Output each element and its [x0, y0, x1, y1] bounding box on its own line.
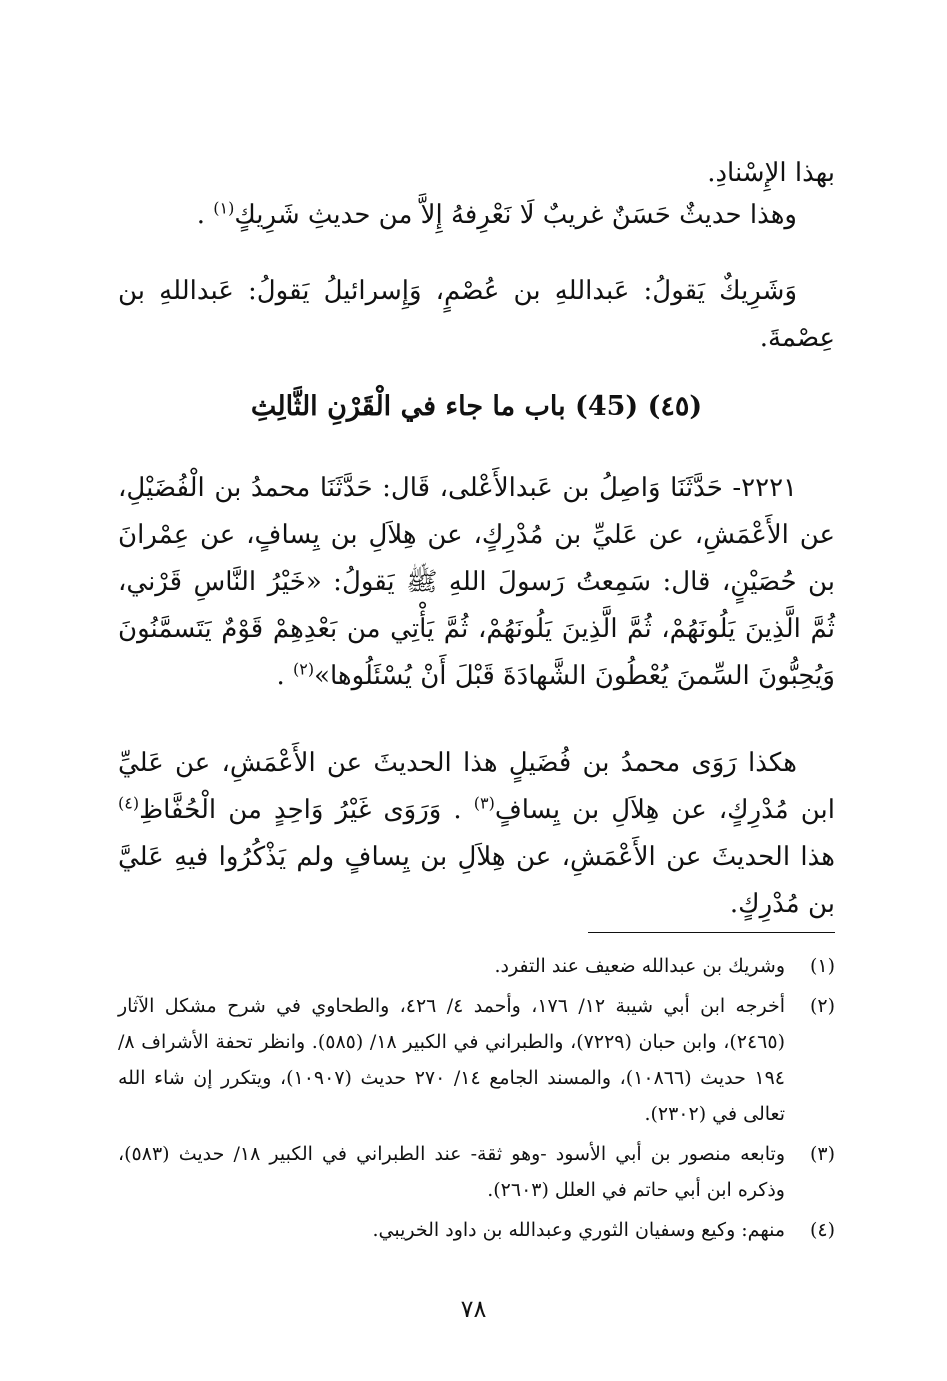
commentary-text-1: هكذا رَوَى محمدُ بن فُضَيلٍ هذا الحديثَ عن الأَعْمَشِ، عن عَليِّ ابن مُدْرِكٍ، عن هِلاَلِ بن يِسافٍ — [118, 748, 835, 825]
hasan-end: . — [196, 200, 214, 230]
footnote-ref-3[interactable]: (٣) — [473, 793, 495, 813]
sharik-text: وَشَرِيكٌ يَقولُ: عَبداللهِ بن عُصْمٍ، وَإِسرائيلُ يَقولُ: عَبداللهِ بن عِصْمةَ. — [118, 276, 835, 353]
commentary-text-3: هذا الحديثَ عن الأَعْمَشِ، عن هِلاَلِ بن يِسافٍ ولم يَذْكُرُوا فيهِ عَليَّ بن مُدْرِكٍ. — [118, 842, 835, 919]
hadith-end: . — [276, 661, 293, 691]
chapter-heading: (٤٥) (45) باب ما جاء في الْقَرْنِ الثَّالِثِ — [250, 391, 703, 422]
footnote-item — [118, 1136, 835, 1208]
hasan-gharib-line — [118, 192, 835, 239]
footnote-item — [118, 948, 835, 984]
footnote-item — [118, 988, 835, 1132]
footnotes-section — [118, 948, 835, 1252]
sharik-paragraph — [118, 268, 835, 362]
footnote-ref-4[interactable]: (٤) — [118, 793, 140, 813]
isnad-text: بهذا الإِسْنادِ. — [707, 158, 835, 188]
footnote-text: وتابعه منصور بن أبي الأسود -وهو ثقة- عند الطبراني في الكبير ١٨/ حديث (٥٨٣)، وذكره ابن أبي حاتم في العلل (٢٦٠٣). — [118, 1143, 786, 1201]
hadith-paragraph — [118, 465, 835, 700]
hasan-text: وهذا حديثٌ حَسَنٌ غريبٌ لَا نَعْرِفهُ إِلاَّ من حديثِ شَرِيكٍ — [234, 200, 797, 230]
footnote-ref-2[interactable]: (٢) — [292, 659, 315, 679]
commentary-paragraph — [118, 740, 835, 928]
commentary-text-2: . وَرَوَى غَيْرُ وَاحِدٍ من الْحُفَّاظِ — [139, 795, 474, 825]
footnote-number: (٤) — [809, 1219, 835, 1241]
hadith-text: ٢٢٢١- حَدَّثَنَا وَاصِلُ بن عَبدالأَعْلى، قَال: حَدَّثَنَا محمدُ بن الْفُضَيْلِ، عن الأَعْمَشِ، عن عَليِّ بن مُدْرِكٍ، عن هِلاَلِ بن يِسافٍ، عن عِمْرانَ بن حُصَيْنٍ، قال: سَمِعتُ رَسولَ اللهِ ﷺ يَقولُ: «خَيْرُ النَّاسِ قَرْني، ثُمَّ الَّذِينَ يَلُونَهُمْ، ثُمَّ الَّذِينَ يَلُونَهُمْ، ثُمَّ يَأْتِي من بَعْدِهِمْ قَوْمٌ يَتَسمَّنُونَ وَيُحِبُّونَ السِّمنَ يُعْطُونَ الشَّهادَةَ قَبْلَ أَنْ يُسْئَلُوها» — [118, 473, 835, 691]
page-number: ٧٨ — [460, 1295, 487, 1323]
footnote-text: أخرجه ابن أبي شيبة ١٢/ ١٧٦، وأحمد ٤/ ٤٢٦، والطحاوي في شرح مشكل الآثار (٢٤٦٥)، وابن حبان (٧٢٢٩)، والطبراني في الكبير ١٨/ (٥٨٥). وانظر تحفة الأشراف ٨/ ١٩٤ حديث (١٠٨٦٦)، والمسند الجامع ١٤/ ٢٧٠ حديث (١٠٩٠٧)، ويتكرر إن شاء الله تعالى في (٢٣٠٢). — [118, 995, 786, 1125]
footnote-item — [118, 1212, 835, 1248]
footnote-number: (٢) — [809, 995, 835, 1017]
footnote-number: (١) — [809, 955, 835, 977]
footnote-number: (٣) — [809, 1143, 835, 1165]
footnote-text: منهم: وكيع وسفيان الثوري وعبدالله بن داود الخريبي. — [372, 1219, 785, 1241]
footnote-text: وشريك بن عبدالله ضعيف عند التفرد. — [494, 955, 785, 977]
footnote-ref-1[interactable]: (١) — [213, 198, 235, 218]
isnad-line — [118, 150, 835, 197]
footnote-divider — [588, 932, 835, 933]
